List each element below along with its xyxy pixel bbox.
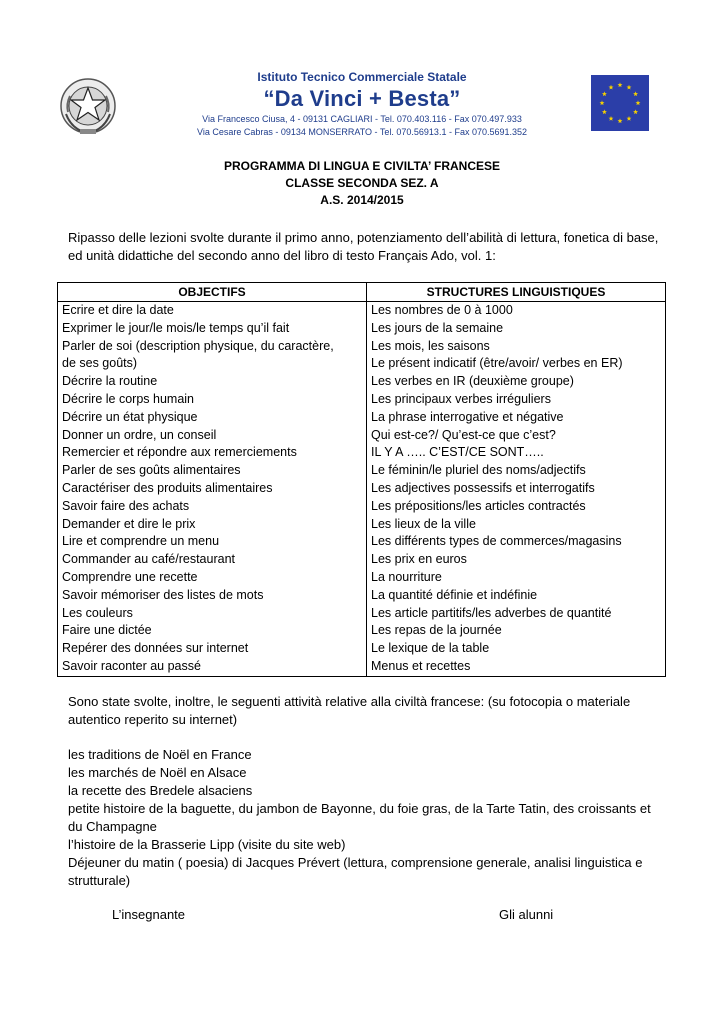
address-cagliari: Via Francesco Ciusa, 4 - 09131 CAGLIARI - Tel. 070.403.116 - Fax 070.497.933: [202, 114, 522, 124]
civilization-intro: Sono state svolte, inoltre, le seguenti attività relative alla civiltà francese: (su fotocopia o materiale autentico reperito su internet): [68, 694, 631, 727]
address-monserrato: Via Cesare Cabras - 09134 MONSERRATO - Tel. 070.56913.1 - Fax 070.5691.352: [196, 127, 528, 137]
objectif-cell: Les couleurs: [58, 605, 367, 623]
structure-cell: Les jours de la semaine: [367, 320, 666, 338]
civilization-item: petite histoire de la baguette, du jambon de Bayonne, du foie gras, de la Tarte Tatin, des croissants et du Champagne: [68, 801, 651, 834]
objectives-table: [57, 282, 666, 677]
civilization-item: les traditions de Noël en France: [68, 747, 252, 762]
table-row: [58, 587, 666, 605]
table-header-row: [58, 283, 666, 302]
structure-cell: IL Y A ….. C’EST/CE SONT…..: [367, 444, 666, 462]
table-row: [58, 498, 666, 516]
objectif-cell: Savoir raconter au passé: [58, 658, 367, 676]
table-row: [58, 622, 666, 640]
civilization-item: la recette des Bredele alsaciens: [68, 783, 253, 798]
structure-cell: La quantité définie et indéfinie: [367, 587, 666, 605]
title-line-year: A.S. 2014/2015: [320, 193, 404, 207]
objectif-cell: Demander et dire le prix: [58, 516, 367, 534]
objectif-cell: Comprendre une recette: [58, 569, 367, 587]
table-row: [58, 640, 666, 658]
structure-cell: Les lieux de la ville: [367, 516, 666, 534]
structure-cell: Les prix en euros: [367, 551, 666, 569]
header-objectifs: OBJECTIFS: [58, 283, 367, 302]
title-line-class: CLASSE SECONDA SEZ. A: [285, 176, 439, 190]
objectif-cell: Faire une dictée: [58, 622, 367, 640]
table-row: [58, 391, 666, 409]
table-row: [58, 302, 666, 320]
table-row: [58, 569, 666, 587]
table-row: [58, 355, 666, 373]
objectif-cell: Ecrire et dire la date: [58, 302, 367, 320]
objectif-cell: Savoir faire des achats: [58, 498, 367, 516]
eu-flag-icon: [591, 75, 649, 131]
students-signature-label: Gli alunni: [499, 907, 554, 922]
program-title: [0, 158, 724, 209]
structure-cell: Les prépositions/les articles contractés: [367, 498, 666, 516]
teacher-signature-label: L’insegnante: [112, 907, 186, 922]
civilization-list: [68, 746, 660, 890]
objectif-cell: Parler de ses goûts alimentaires: [58, 462, 367, 480]
structure-cell: Le présent indicatif (être/avoir/ verbes en ER): [367, 355, 666, 373]
objectif-cell: Décrire la routine: [58, 373, 367, 391]
objectif-cell: Remercier et répondre aux remerciements: [58, 444, 367, 462]
table-row: [58, 480, 666, 498]
school-type: Istituto Tecnico Commerciale Statale: [257, 70, 467, 84]
structure-cell: Les différents types de commerces/magasins: [367, 533, 666, 551]
structure-cell: Les mois, les saisons: [367, 338, 666, 356]
objectif-cell: de ses goûts): [58, 355, 367, 373]
table-row: [58, 338, 666, 356]
table-row: [58, 462, 666, 480]
school-name: “Da Vinci + Besta”: [263, 86, 461, 111]
objectif-cell: Commander au café/restaurant: [58, 551, 367, 569]
structure-cell: Le lexique de la table: [367, 640, 666, 658]
civilization-item: l’histoire de la Brasserie Lipp (visite du site web): [68, 837, 346, 852]
title-line-subject: PROGRAMMA DI LINGUA E CIVILTA’ FRANCESE: [223, 159, 500, 173]
objectif-cell: Savoir mémoriser des listes de mots: [58, 587, 367, 605]
table-row: [58, 427, 666, 445]
objectif-cell: Parler de soi (description physique, du caractère,: [58, 338, 367, 356]
objectif-cell: Exprimer le jour/le mois/le temps qu’il fait: [58, 320, 367, 338]
structure-cell: Les repas de la journée: [367, 622, 666, 640]
objectif-cell: Caractériser des produits alimentaires: [58, 480, 367, 498]
civilization-item: Déjeuner du matin ( poesia) di Jacques Prévert (lettura, comprensione generale, analisi linguistica e strutturale): [68, 855, 643, 888]
table-row: [58, 605, 666, 623]
structure-cell: La nourriture: [367, 569, 666, 587]
structure-cell: Les article partitifs/les adverbes de quantité: [367, 605, 666, 623]
structure-cell: Les nombres de 0 à 1000: [367, 302, 666, 320]
table-row: [58, 533, 666, 551]
table-row: [58, 444, 666, 462]
header-structures: STRUCTURES LINGUISTIQUES: [367, 283, 666, 302]
structure-cell: Les adjectives possessifs et interrogatifs: [367, 480, 666, 498]
structure-cell: Les verbes en IR (deuxième groupe): [367, 373, 666, 391]
objectif-cell: Décrire un état physique: [58, 409, 367, 427]
objectif-cell: Repérer des données sur internet: [58, 640, 367, 658]
objectif-cell: Décrire le corps humain: [58, 391, 367, 409]
intro-paragraph: Ripasso delle lezioni svolte durante il primo anno, potenziamento dell’abilità di lettura, fonetica di base, ed unità didattiche del secondo anno del libro di testo Français Ado, vol. 1:: [68, 230, 659, 263]
letterhead: [0, 0, 724, 140]
table-body: [58, 302, 666, 677]
structure-cell: Qui est-ce?/ Qu’est-ce que c’est?: [367, 427, 666, 445]
structure-cell: La phrase interrogative et négative: [367, 409, 666, 427]
table-row: [58, 373, 666, 391]
table-row: [58, 409, 666, 427]
table-row: [58, 551, 666, 569]
table-row: [58, 516, 666, 534]
civilization-item: les marchés de Noël en Alsace: [68, 765, 247, 780]
objectif-cell: Donner un ordre, un conseil: [58, 427, 367, 445]
structure-cell: Les principaux verbes irréguliers: [367, 391, 666, 409]
structure-cell: Le féminin/le pluriel des noms/adjectifs: [367, 462, 666, 480]
objectif-cell: Lire et comprendre un menu: [58, 533, 367, 551]
table-row: [58, 658, 666, 676]
table-row: [58, 320, 666, 338]
structure-cell: Menus et recettes: [367, 658, 666, 676]
